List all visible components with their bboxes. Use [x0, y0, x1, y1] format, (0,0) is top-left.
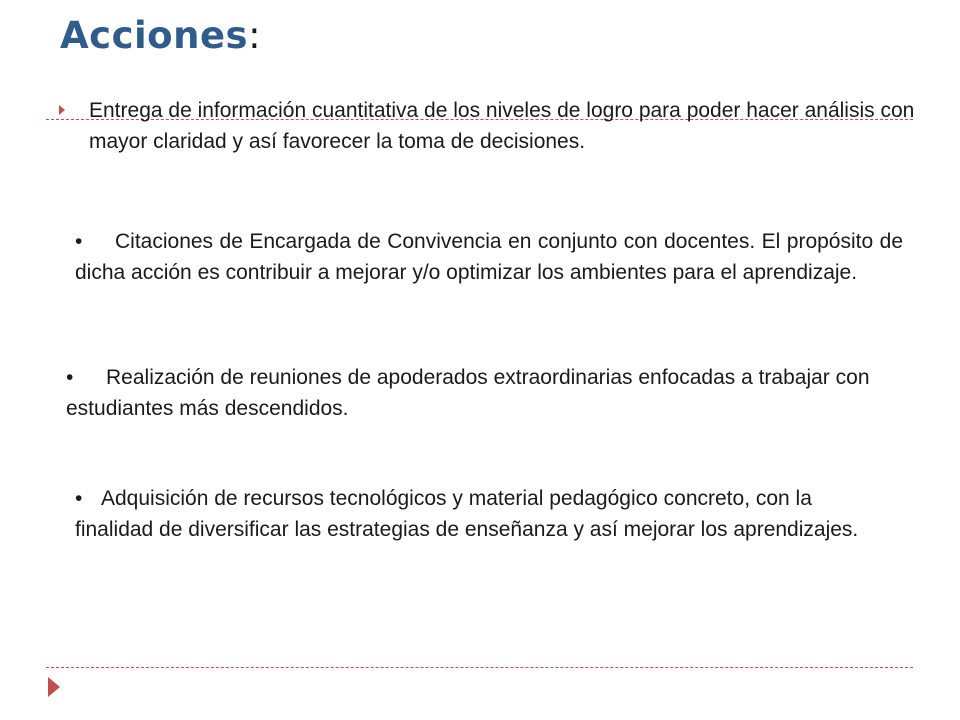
bullet-dot-icon: • — [75, 487, 83, 510]
action-item-3 — [66, 362, 886, 424]
bottom-divider — [46, 667, 913, 668]
bullet-dot-icon: • — [66, 366, 74, 389]
slide-title-text: Acciones — [60, 14, 249, 57]
action-item-2-text: Citaciones de Encargada de Convivencia en conjunto con docentes. El propósito de dicha acción es contribuir a mejorar y/o optimizar los ambientes para el aprendizaje. — [75, 230, 903, 284]
action-item-4 — [75, 483, 865, 545]
corner-triangle-icon — [48, 677, 60, 697]
slide-title — [60, 14, 261, 57]
action-item-4-text: Adquisición de recursos tecnológicos y material pedagógico concreto, con la finalidad de diversificar las estrategias de enseñanza y así mejorar los aprendizajes. — [75, 487, 859, 541]
action-item-1 — [89, 95, 919, 157]
action-item-3-text: Realización de reuniones de apoderados extraordinarias enfocadas a trabajar con estudiantes más descendidos. — [66, 366, 870, 420]
slide-title-colon: : — [248, 14, 262, 57]
action-item-1-text: Entrega de información cuantitativa de los niveles de logro para poder hacer análisis con mayor claridad y así favorecer la toma de decisiones. — [89, 99, 915, 153]
arrow-bullet-icon — [59, 105, 65, 115]
action-item-2 — [75, 226, 903, 288]
bullet-dot-icon: • — [75, 230, 83, 253]
